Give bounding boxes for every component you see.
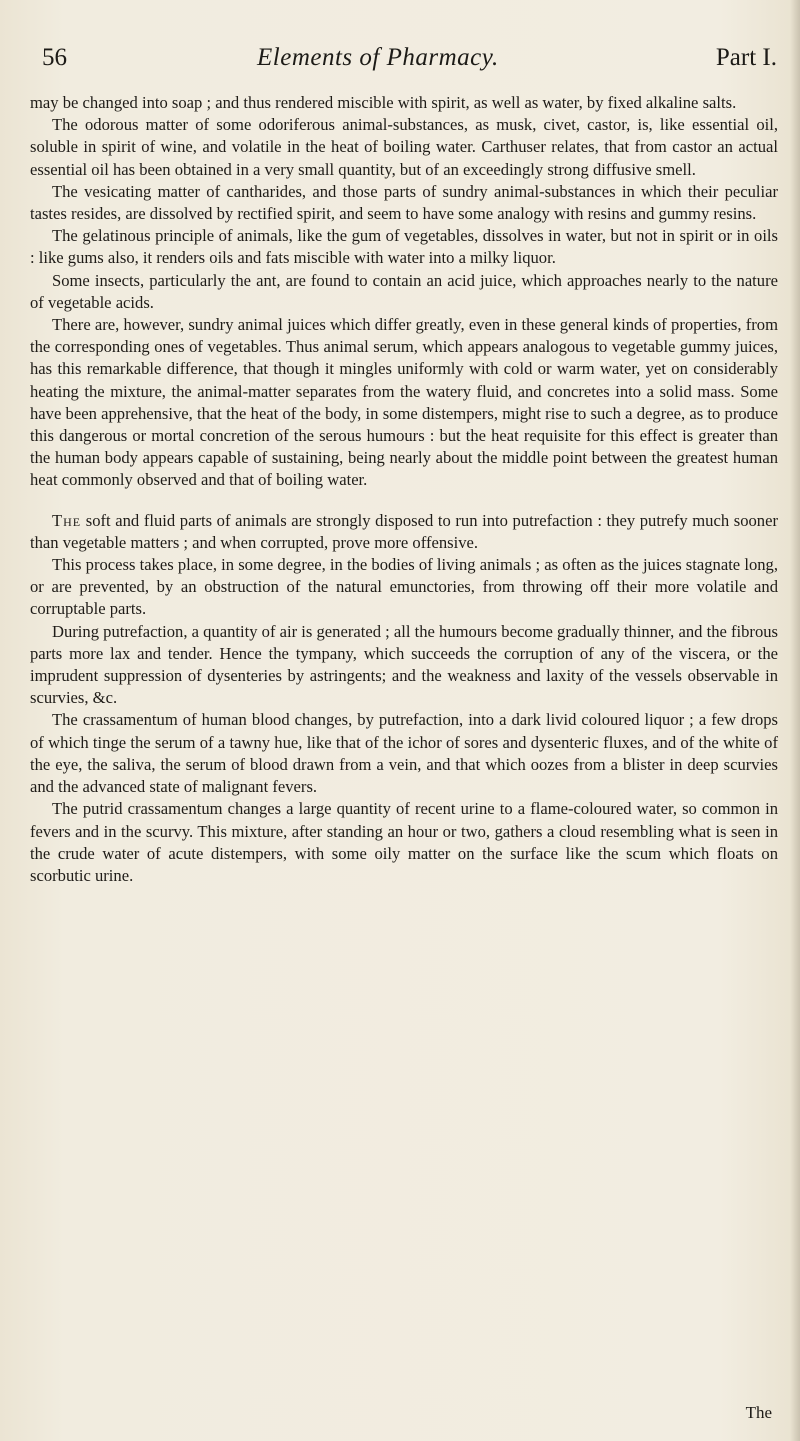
paragraph: may be changed into soap ; and thus rendered miscible with spirit, as well as water, by fixed alkaline salts. [30,93,737,112]
paragraph: During putrefaction, a quantity of air is generated ; all the humours become gradually thinner, and the fibrous parts more lax and tender. Hence the tympany, which succeeds the corruption of any of the viscera, or the imprudent suppression of dysenteries by astringents; and the weakness and laxity of the vessels observable in scurvies, &c. [30,621,779,708]
paragraph: There are, however, sundry animal juices which differ greatly, even in these general kinds of properties, from the corresponding ones of vegetables. Thus animal serum, which appears analogous to vegetable gummy juices, has this remarkable difference, that though it mingles uniformly with cold or warm water, yet on considerably heating the mixture, the animal-matter separates from the watery fluid, and concretes into a solid mass. Some have been apprehensive, that the heat of the body, in some distempers, might rise to such a degree, as to produce this dangerous or mortal concretion of the serous humours : but the heat requisite for this effect is greater than the human body appears capable of sustaining, being nearly about the middle point between the greatest human heat commonly observed and that of boiling water. [30,315,778,490]
section-text: soft and fluid parts of animals are strongly disposed to run into putrefaction : they putrefy much sooner than vegetable matters ; and when corrupted, prove more offensive. [30,510,778,552]
section-lead-word: The [52,510,82,530]
paragraph: The vesicating matter of cantharides, and those parts of sundry animal-substances in which their peculiar tastes resides, are dissolved by rectified spirit, and seem to have some analogy with resins and gummy resins. [30,181,778,224]
body-text [30,92,778,887]
page-number: 56 [42,44,67,71]
section-opening-paragraph [30,510,778,554]
running-title: Elements of Pharmacy. [257,44,499,71]
page-edge-shadow [790,0,800,1441]
paragraph: The putrid crassamentum changes a large quantity of recent urine to a flame-coloured water, so common in fevers and in the scurvy. This mixture, after standing an hour or two, gathers a cloud resembling what is seen in the crude water of acute distempers, with some oily matter on the surface like the scum which floats on scorbutic urine. [30,799,778,885]
part-label: Part I. [715,44,777,71]
paragraph: The odorous matter of some odoriferous animal-substances, as musk, civet, castor, is, like essential oil, soluble in spirit of wine, and volatile in the heat of boiling water. Carthuser relates, that from castor an actual essential oil has been obtained in a very small quantity, but of an exceedingly strong diffusive smell. [30,115,778,179]
paragraph: The crassamentum of human blood changes, by putrefaction, into a dark livid coloured liquor ; a few drops of which tinge the serum of a tawny hue, like that of the ichor of sores and dysenteric fluxes, and of the white of the eye, the saliva, the serum of blood drawn from a vein, and that which oozes from a blister in deep scurvies and the advanced state of malignant fevers. [30,710,778,797]
paragraph: Some insects, particularly the ant, are found to contain an acid juice, which approaches nearly to the nature of vegetable acids. [30,270,778,312]
catchword: The [745,1403,772,1422]
paragraph: This process takes place, in some degree, in the bodies of living animals ; as often as the juices stagnate long, or are prevented, by an obstruction of the natural emunctories, from throwing off their more volatile and corruptable parts. [30,555,778,619]
paragraph: The gelatinous principle of animals, like the gum of vegetables, dissolves in water, but not in spirit or in oils : like gums also, it renders oils and fats miscible with water into a milky liquor. [30,226,778,268]
running-header [42,44,777,84]
